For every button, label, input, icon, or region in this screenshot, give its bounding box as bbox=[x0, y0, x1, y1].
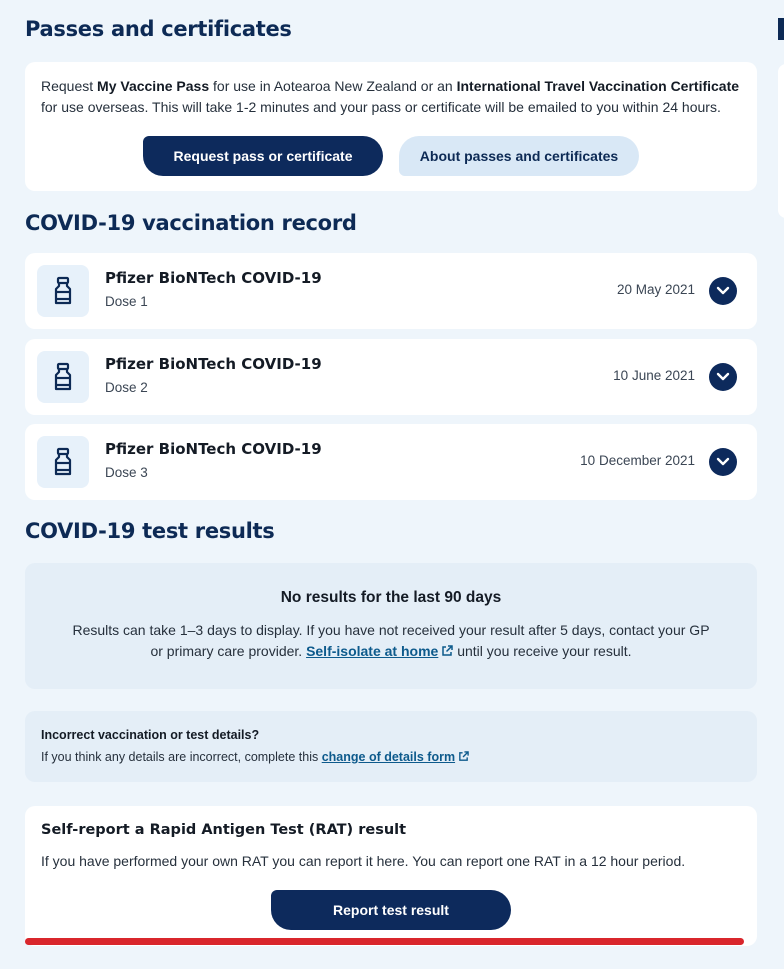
test-results-heading: COVID-19 test results bbox=[25, 519, 275, 543]
test-results-empty-card bbox=[25, 563, 757, 689]
vaccine-dose: Dose 3 bbox=[105, 465, 148, 480]
vaccine-dose: Dose 2 bbox=[105, 380, 148, 395]
incorrect-details-text bbox=[41, 750, 469, 765]
chevron-down-icon[interactable] bbox=[709, 363, 737, 391]
change-of-details-link[interactable]: change of details form bbox=[321, 750, 456, 764]
passes-card bbox=[25, 62, 757, 191]
external-link-icon bbox=[441, 642, 453, 663]
passes-text-3: for use overseas. This will take 1-2 minutes and your pass or certificate will be emailed to you within 24 hours. bbox=[41, 99, 721, 115]
rat-title: Self-report a Rapid Antigen Test (RAT) result bbox=[41, 822, 407, 838]
vaccination-heading: COVID-19 vaccination record bbox=[25, 211, 357, 235]
rat-report-card bbox=[25, 806, 757, 946]
vaccination-record-row[interactable] bbox=[25, 339, 757, 415]
vial-icon bbox=[37, 436, 89, 488]
vaccine-name: Pfizer BioNTech COVID-19 bbox=[105, 440, 322, 458]
no-results-title: No results for the last 90 days bbox=[280, 589, 502, 606]
vaccination-record-row[interactable] bbox=[25, 253, 757, 329]
chevron-down-icon[interactable] bbox=[709, 448, 737, 476]
incorrect-details-card bbox=[25, 711, 757, 782]
passes-description bbox=[41, 76, 741, 118]
no-results-text-2: until you receive your result. bbox=[453, 643, 632, 659]
right-column-heading-fragment bbox=[778, 18, 784, 40]
vaccine-name: Pfizer BioNTech COVID-19 bbox=[105, 269, 322, 287]
vaccine-date: 20 May 2021 bbox=[616, 282, 695, 297]
chevron-down-icon[interactable] bbox=[709, 277, 737, 305]
right-column-card-fragment bbox=[778, 64, 784, 218]
vial-icon bbox=[37, 265, 89, 317]
no-results-text-1: Results can take 1–3 days to display. If you have not received your result after 5 days, contact your GP or primary care provider. bbox=[72, 622, 710, 659]
alert-bar bbox=[25, 938, 744, 945]
vaccine-name: Pfizer BioNTech COVID-19 bbox=[105, 355, 322, 373]
vial-icon bbox=[37, 351, 89, 403]
vaccine-date: 10 December 2021 bbox=[580, 453, 695, 468]
passes-text-2: for use in Aotearoa New Zealand or an bbox=[209, 78, 457, 94]
passes-heading: Passes and certificates bbox=[25, 17, 292, 41]
report-test-result-button[interactable]: Report test result bbox=[271, 890, 511, 930]
vaccination-record-row[interactable] bbox=[25, 424, 757, 500]
external-link-icon bbox=[458, 751, 469, 765]
self-isolate-link[interactable]: Self-isolate at home bbox=[306, 643, 439, 659]
incorrect-details-title: Incorrect vaccination or test details? bbox=[41, 728, 260, 742]
request-pass-button[interactable]: Request pass or certificate bbox=[143, 136, 383, 176]
vaccine-pass-label: My Vaccine Pass bbox=[97, 78, 210, 94]
no-results-text bbox=[65, 620, 717, 663]
rat-description: If you have performed your own RAT you can report it here. You can report one RAT in a 12 hour period. bbox=[41, 853, 686, 869]
incorrect-details-text-1: If you think any details are incorrect, complete this bbox=[41, 750, 322, 764]
vaccine-dose: Dose 1 bbox=[105, 294, 148, 309]
passes-text-1: Request bbox=[41, 78, 98, 94]
about-passes-button[interactable]: About passes and certificates bbox=[399, 136, 639, 176]
vaccine-date: 10 June 2021 bbox=[613, 368, 695, 383]
itvc-label: International Travel Vaccination Certificate bbox=[456, 78, 740, 94]
